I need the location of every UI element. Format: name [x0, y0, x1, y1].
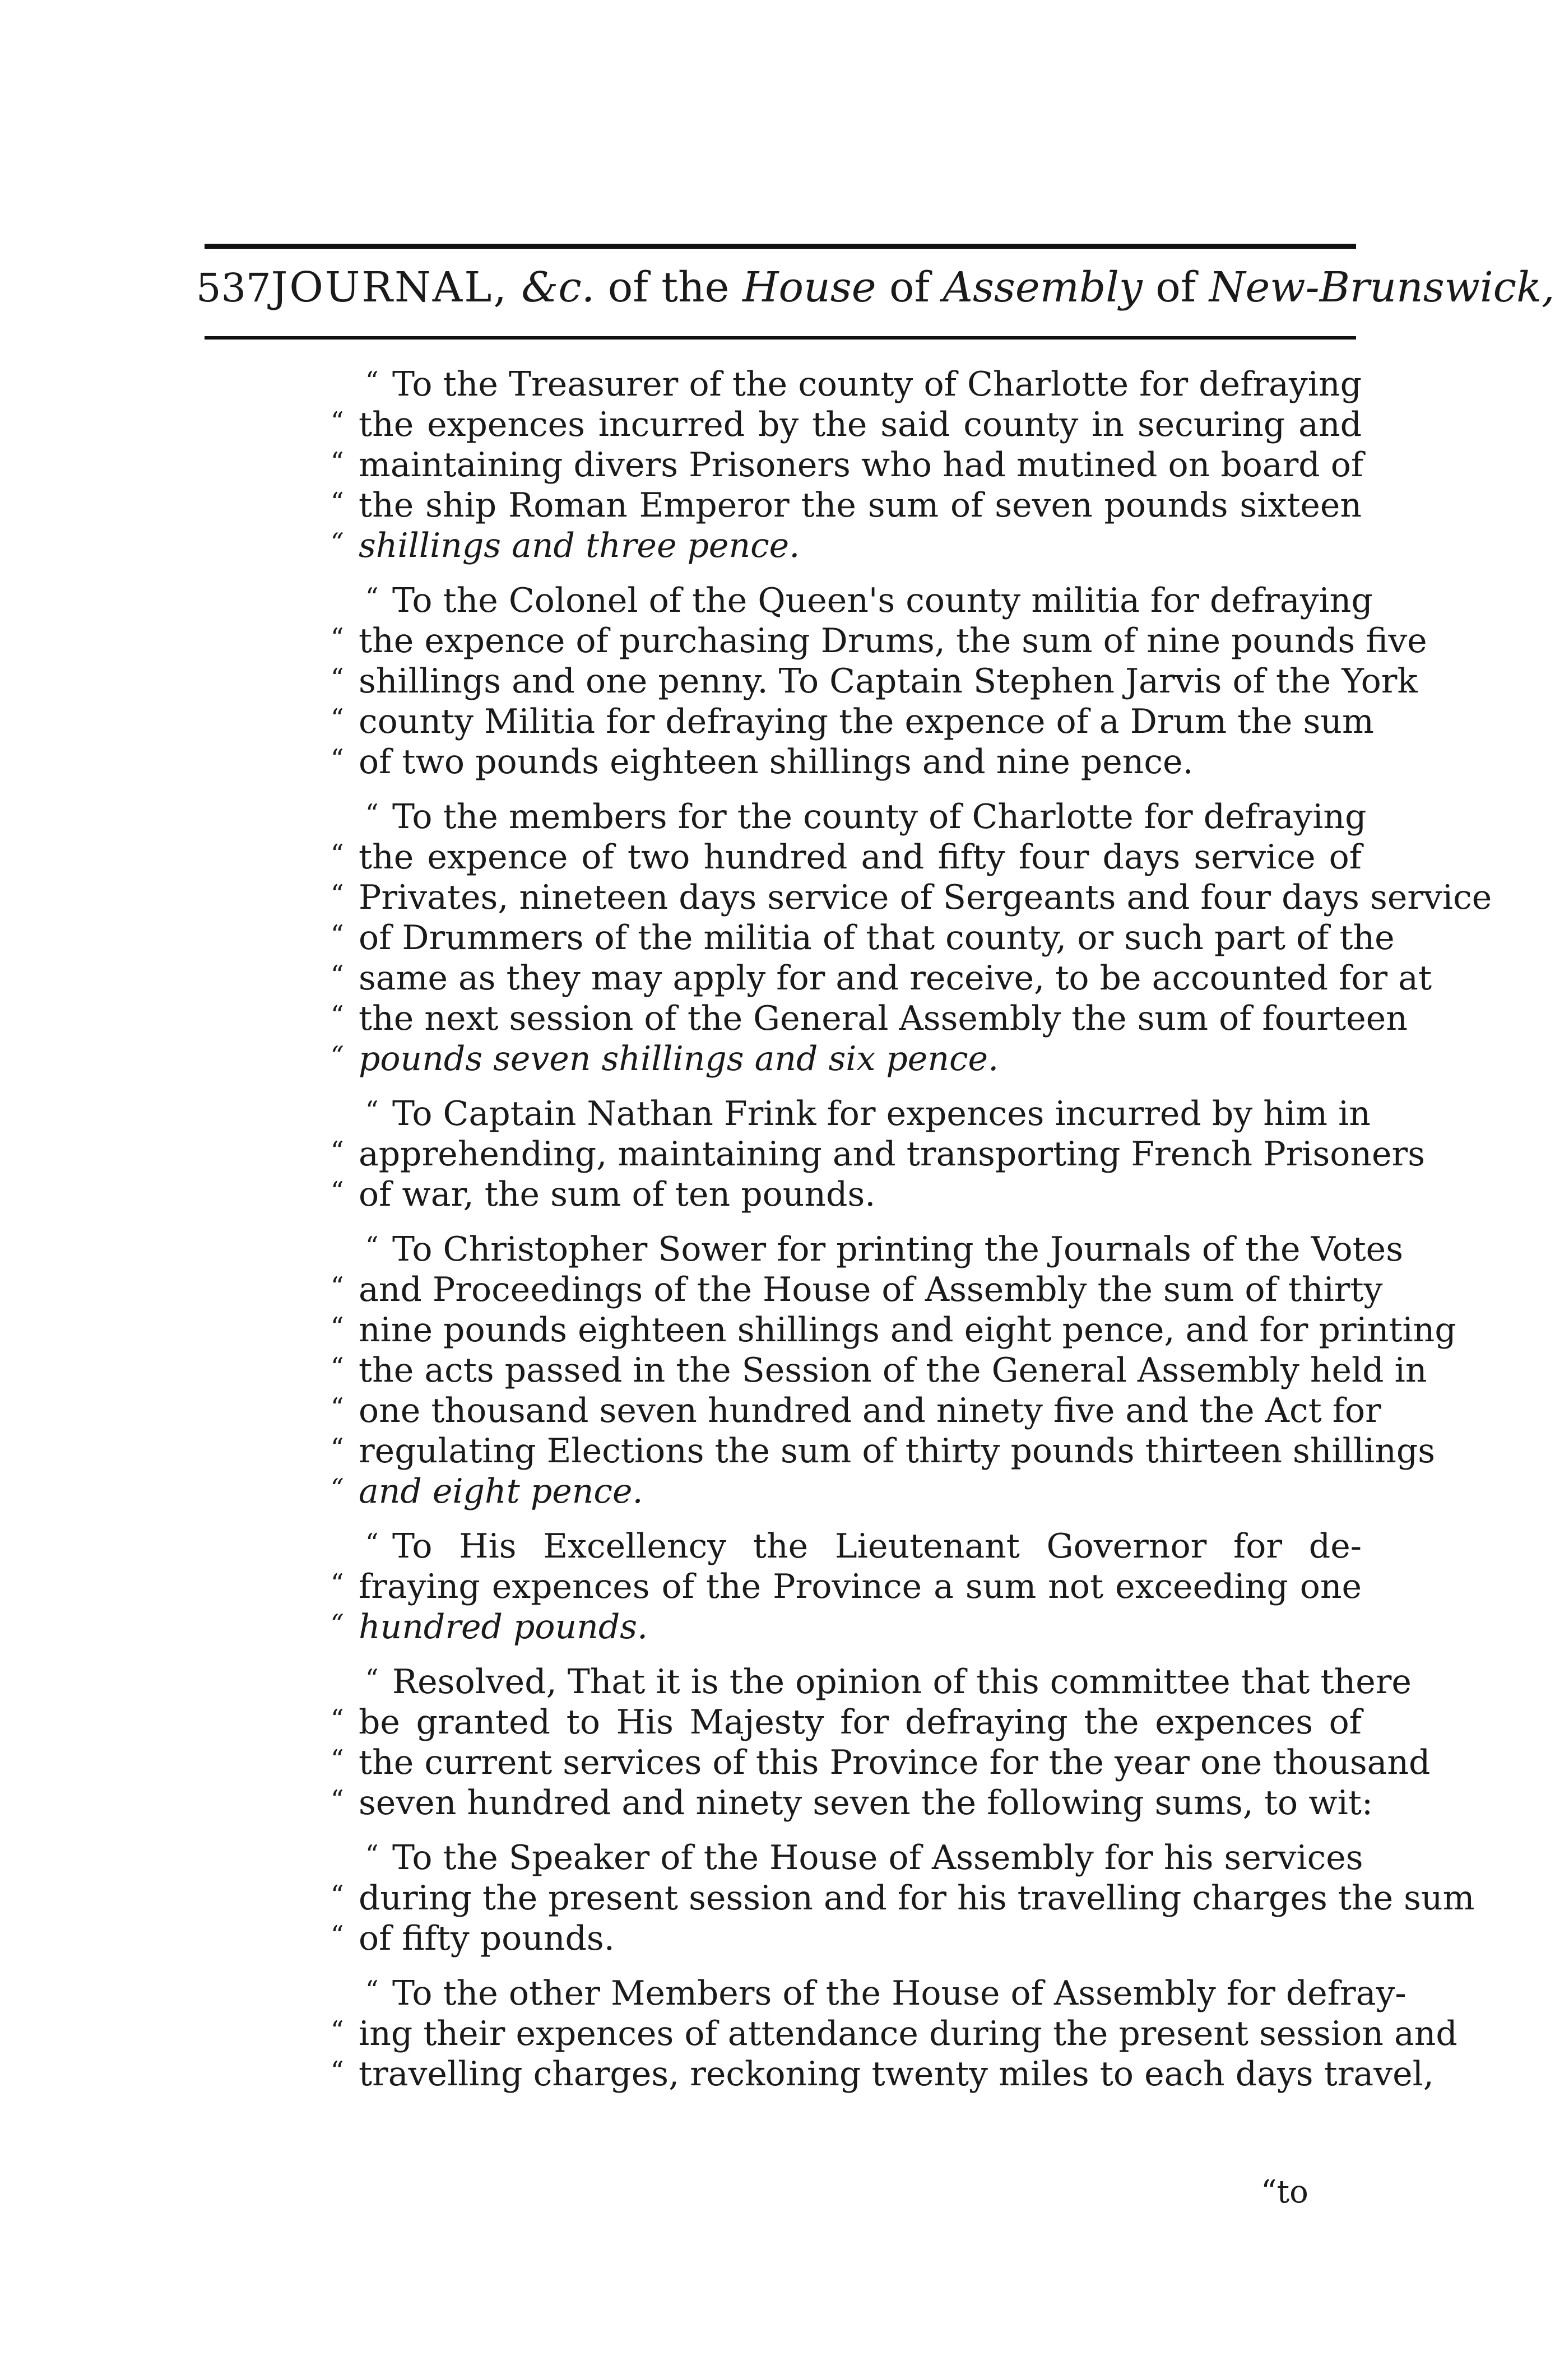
- text-line: “ hundred pounds.: [359, 1607, 1362, 1647]
- text-line: “ nine pounds eighteen shillings and eight pence, and for printing: [359, 1310, 1362, 1350]
- text-line: “ the ship Roman Emperor the sum of seven pounds sixteen: [359, 485, 1362, 526]
- text-line: “ Resolved, That it is the opinion of this committee that there: [359, 1662, 1362, 1702]
- paragraph-members-charlotte: [359, 797, 1492, 1079]
- title-of: of: [889, 263, 930, 312]
- title-assembly: Assembly: [943, 263, 1143, 312]
- text-line: “ To His Excellency the Lieutenant Governor for de-: [359, 1526, 1362, 1566]
- text-line: “ travelling charges, reckoning twenty miles to each days travel,: [359, 2054, 1362, 2094]
- title-journal: JOURNAL,: [271, 263, 508, 312]
- text-line: “ the acts passed in the Session of the General Assembly held in: [359, 1350, 1362, 1391]
- text-line: “ the next session of the General Assembly the sum of fourteen: [359, 998, 1362, 1039]
- text-line: “ during the present session and for his travelling charges the sum: [359, 1878, 1362, 1918]
- text-line: “ of Drummers of the militia of that county, or such part of the: [359, 918, 1362, 958]
- text-line: “ apprehending, maintaining and transporting French Prisoners: [359, 1134, 1362, 1174]
- text-line: “ of two pounds eighteen shillings and nine pence.: [359, 742, 1362, 782]
- text-line: “ regulating Elections the sum of thirty pounds thirteen shillings: [359, 1431, 1362, 1471]
- page-number: 537: [196, 265, 271, 311]
- text-line: “ To Christopher Sower for printing the Journals of the Votes: [359, 1229, 1362, 1270]
- header-rule-bottom: [205, 336, 1356, 340]
- paragraph-other-members: [359, 1973, 1457, 2094]
- header-rule-top: [205, 244, 1356, 249]
- text-line: “ shillings and one penny. To Captain Stephen Jarvis of the York: [359, 661, 1362, 701]
- text-line: “ and eight pence.: [359, 1471, 1362, 1512]
- text-line: “ To the Treasurer of the county of Charlotte for defraying: [359, 364, 1362, 405]
- running-title: [271, 263, 1555, 312]
- text-line: “ the current services of this Province for the year one thousand: [359, 1742, 1362, 1783]
- paragraph-treasurer-charlotte: [359, 364, 1362, 566]
- text-line: “ To Captain Nathan Frink for expences incurred by him in: [359, 1094, 1362, 1134]
- text-line: “ one thousand seven hundred and ninety five and the Act for: [359, 1391, 1362, 1431]
- paragraph-christopher-sower: [359, 1229, 1456, 1512]
- title-etc: &c.: [521, 263, 595, 312]
- title-of-2: of: [1155, 263, 1196, 312]
- paragraph-lieutenant-governor: [359, 1526, 1362, 1647]
- text-line: “ ing their expences of attendance during the present session and: [359, 2014, 1362, 2054]
- text-line: “ be granted to His Majesty for defraying the expences of: [359, 1702, 1362, 1742]
- text-line: “ To the Colonel of the Queen's county militia for defraying: [359, 580, 1362, 621]
- paragraph-speaker: [359, 1838, 1475, 1959]
- text-line: “ To the members for the county of Charlotte for defraying: [359, 797, 1362, 837]
- text-line: “ fraying expences of the Province a sum not exceeding one: [359, 1566, 1362, 1607]
- text-line: “ and Proceedings of the House of Assembly the sum of thirty: [359, 1270, 1362, 1310]
- paragraph-queens-county-militia: [359, 580, 1427, 782]
- text-line: “ To the Speaker of the House of Assembly for his services: [359, 1838, 1362, 1878]
- title-of-the: of the: [607, 263, 730, 312]
- title-house: House: [742, 263, 876, 312]
- text-line: “ of war, the sum of ten pounds.: [359, 1174, 1362, 1215]
- catchword: “to: [1261, 2174, 1308, 2210]
- text-line: “ county Militia for defraying the expence of a Drum the sum: [359, 701, 1362, 742]
- body-text: [359, 364, 1492, 2109]
- text-line: “ the expences incurred by the said county in securing and: [359, 405, 1362, 445]
- text-line: “ pounds seven shillings and six pence.: [359, 1039, 1362, 1079]
- text-line: “ the expence of two hundred and fifty four days service of: [359, 837, 1362, 877]
- text-line: “ of fifty pounds.: [359, 1918, 1362, 1959]
- title-province: New-Brunswick,: [1209, 263, 1555, 312]
- text-line: “ To the other Members of the House of Assembly for defray-: [359, 1973, 1362, 2014]
- text-line: “ Privates, nineteen days service of Sergeants and four days service: [359, 877, 1362, 918]
- paragraph-resolved: [359, 1662, 1431, 1823]
- text-line: “ the expence of purchasing Drums, the sum of nine pounds five: [359, 621, 1362, 661]
- text-line: “ seven hundred and ninety seven the following sums, to wit:: [359, 1783, 1362, 1823]
- text-line: “ shillings and three pence.: [359, 526, 1362, 566]
- text-line: “ same as they may apply for and receive, to be accounted for at: [359, 958, 1362, 998]
- running-header: [196, 263, 1555, 325]
- text-line: “ maintaining divers Prisoners who had mutined on board of: [359, 445, 1362, 485]
- paragraph-nathan-frink: [359, 1094, 1425, 1215]
